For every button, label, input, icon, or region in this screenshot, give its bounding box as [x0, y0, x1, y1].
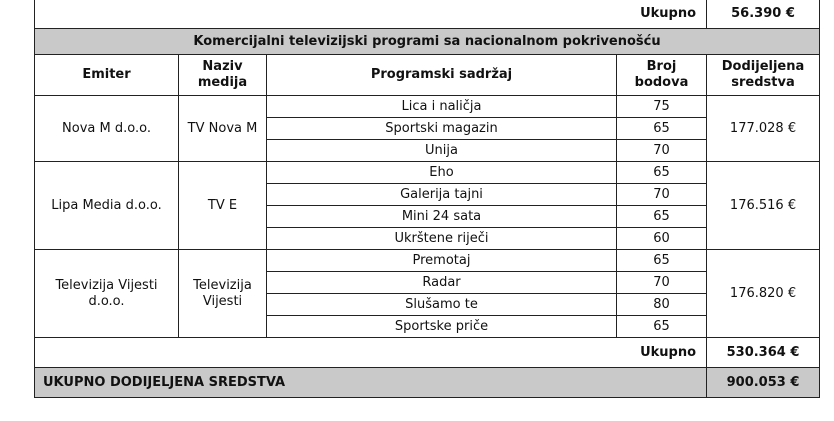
grand-total-row: [35, 368, 820, 398]
section-title-row: [35, 29, 820, 55]
program-name: Sportske priče: [267, 316, 617, 338]
grand-total-label: UKUPNO DODIJELJENA SREDSTVA: [35, 368, 707, 398]
program-name: Unija: [267, 140, 617, 162]
program-points: 70: [617, 140, 707, 162]
funding-table: [34, 0, 820, 398]
program-points: 70: [617, 272, 707, 294]
program-points: 65: [617, 206, 707, 228]
section-total-value: 530.364 €: [707, 338, 820, 368]
sredstva-cell: 177.028 €: [707, 96, 820, 162]
header-naziv-medija: Naziv medija: [179, 55, 267, 96]
medij-cell: Televizija Vijesti: [179, 250, 267, 338]
program-points: 80: [617, 294, 707, 316]
section-total-row: [35, 338, 820, 368]
table-row: [35, 162, 820, 184]
header-programski-sadrzaj: Programski sadržaj: [267, 55, 617, 96]
program-points: 65: [617, 118, 707, 140]
medij-cell: TV Nova M: [179, 96, 267, 162]
emiter-cell: Lipa Media d.o.o.: [35, 162, 179, 250]
sredstva-cell: 176.516 €: [707, 162, 820, 250]
program-name: Eho: [267, 162, 617, 184]
table-row: [35, 250, 820, 272]
program-name: Galerija tajni: [267, 184, 617, 206]
program-name: Sportski magazin: [267, 118, 617, 140]
emiter-cell: Televizija Vijesti d.o.o.: [35, 250, 179, 338]
program-points: 70: [617, 184, 707, 206]
program-points: 65: [617, 316, 707, 338]
sredstva-cell: 176.820 €: [707, 250, 820, 338]
medij-cell: TV E: [179, 162, 267, 250]
top-total-value: 56.390 €: [707, 0, 820, 29]
program-points: 75: [617, 96, 707, 118]
program-name: Mini 24 sata: [267, 206, 617, 228]
program-name: Radar: [267, 272, 617, 294]
header-dodijeljena-sredstva: Dodijeljena sredstva: [707, 55, 820, 96]
program-points: 65: [617, 250, 707, 272]
program-name: Ukrštene riječi: [267, 228, 617, 250]
program-name: Premotaj: [267, 250, 617, 272]
header-broj-bodova: Broj bodova: [617, 55, 707, 96]
table-row: [35, 96, 820, 118]
section-title: Komercijalni televizijski programi sa nacionalnom pokrivenošću: [35, 29, 820, 55]
header-emiter: Emiter: [35, 55, 179, 96]
program-name: Slušamo te: [267, 294, 617, 316]
emiter-cell: Nova M d.o.o.: [35, 96, 179, 162]
top-total-row: [35, 0, 820, 29]
program-points: 60: [617, 228, 707, 250]
header-row: [35, 55, 820, 96]
program-points: 65: [617, 162, 707, 184]
top-total-label: Ukupno: [35, 0, 707, 29]
program-name: Lica i naličja: [267, 96, 617, 118]
section-total-label: Ukupno: [35, 338, 707, 368]
grand-total-value: 900.053 €: [707, 368, 820, 398]
